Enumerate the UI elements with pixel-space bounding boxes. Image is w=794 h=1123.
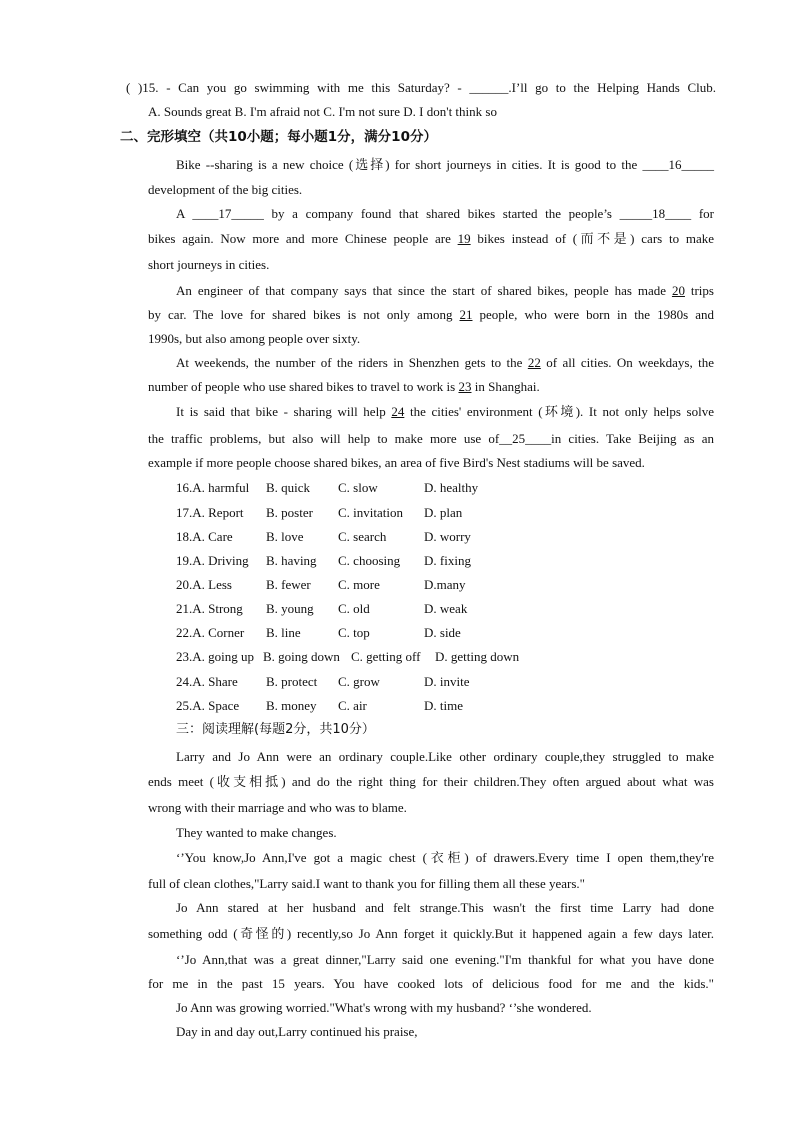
option-row-24: 24.A. Share B. protect C. grow D. invite [176, 674, 470, 689]
option-row-22: 22.A. Corner B. line C. top D. side [176, 625, 461, 640]
reading-line-6: full of clean clothes,"Larry said.I want to thank you for filling them all these years." [148, 876, 585, 891]
reading-line-3: wrong with their marriage and who was to blame. [148, 800, 407, 815]
cloze-p3-line2: by car. The love for shared bikes is not only among 21 people, who were born in the 1980s and [148, 307, 714, 322]
reading-line-4: They wanted to make changes. [176, 825, 337, 840]
option-row-16: 16.A. harmful B. quick C. slow D. healthy [176, 480, 479, 495]
reading-line-5: ‘’You know,Jo Ann,I've got a magic chest (衣柜) of drawers.Every time I open them,they're [176, 850, 714, 865]
cloze-p1-line1: Bike --sharing is a new choice (选择) for short journeys in cities. It is good to the ____16_____ [176, 157, 714, 172]
question-15-options: A. Sounds great B. I'm afraid not C. I'm not sure D. I don't think so [148, 104, 497, 119]
blank-23: 23 [458, 379, 472, 394]
section-2-title: 二、完形填空（共10小题；每小题1分，满分10分） [120, 129, 437, 145]
option-row-23: 23.A. going up B. going down C. getting off D. getting down [176, 649, 520, 664]
cloze-p3-line3: 1990s, but also among people over sixty. [148, 331, 361, 346]
cloze-p2-line2: bikes again. Now more and more Chinese people are 19 bikes instead of (而不是) cars to make [148, 231, 714, 246]
reading-line-8: something odd (奇怪的) recently,so Jo Ann forget it quickly.But it happened again a few days later. [148, 926, 714, 941]
option-row-19: 19.A. Driving B. having C. choosing D. fixing [176, 553, 471, 568]
question-15: ( )15. - Can you go swimming with me this Saturday? - ______.I’ll go to the Helping Hands Club. [126, 80, 716, 95]
cloze-p5-line3: example if more people choose shared bikes, an area of five Bird's Nest stadiums will be saved. [148, 455, 645, 470]
cloze-p5-line1: It is said that bike - sharing will help 24 the cities' environment (环境). It not only helps solve [176, 404, 714, 419]
option-row-20: 20.A. Less B. fewer C. more D.many [176, 577, 466, 592]
cloze-p1-line2: development of the big cities. [148, 182, 303, 197]
blank-20: 20 [671, 283, 685, 298]
section-3-title: 三：阅读理解(每题2分，共10分） [176, 722, 375, 737]
reading-line-2: ends meet (收支相抵) and do the right thing for their children.They often argued about what was [148, 774, 714, 789]
reading-line-11: Jo Ann was growing worried."What's wrong with my husband? ‘’she wondered. [176, 1000, 592, 1015]
reading-line-10: for me in the past 15 years. You have cooked lots of delicious food for me and the kids." [148, 976, 714, 991]
reading-line-7: Jo Ann stared at her husband and felt strange.This wasn't the first time Larry had done [176, 900, 714, 915]
reading-line-12: Day in and day out,Larry continued his praise, [176, 1024, 418, 1039]
cloze-p2-line1: A ____17_____ by a company found that shared bikes started the people’s _____18____ for [176, 206, 714, 221]
option-row-17: 17.A. Report B. poster C. invitation D. plan [176, 505, 463, 520]
cloze-p3-line1: An engineer of that company says that since the start of shared bikes, people has made 20 trips [176, 283, 714, 298]
cloze-p4-line1: At weekends, the number of the riders in Shenzhen gets to the 22 of all cities. On weekdays, the [176, 355, 714, 370]
cloze-p2-line3: short journeys in cities. [148, 257, 270, 272]
blank-21: 21 [459, 307, 473, 322]
cloze-p5-line2: the traffic problems, but also will help to make more use of__25____in cities. Take Beijing as an [148, 431, 714, 446]
blank-24: 24 [391, 404, 405, 419]
blank-19: 19 [457, 231, 471, 246]
option-row-18: 18.A. Care B. love C. search D. worry [176, 529, 471, 544]
reading-line-1: Larry and Jo Ann were an ordinary couple.Like other ordinary couple,they struggled to make [176, 749, 714, 764]
option-row-21: 21.A. Strong B. young C. old D. weak [176, 601, 468, 616]
reading-line-9: ‘’Jo Ann,that was a great dinner,"Larry said one evening."I'm thankful for what you have done [176, 952, 714, 967]
blank-22: 22 [527, 355, 541, 370]
option-row-25: 25.A. Space B. money C. air D. time [176, 698, 463, 713]
cloze-p4-line2: number of people who use shared bikes to travel to work is 23 in Shanghai. [148, 379, 540, 394]
